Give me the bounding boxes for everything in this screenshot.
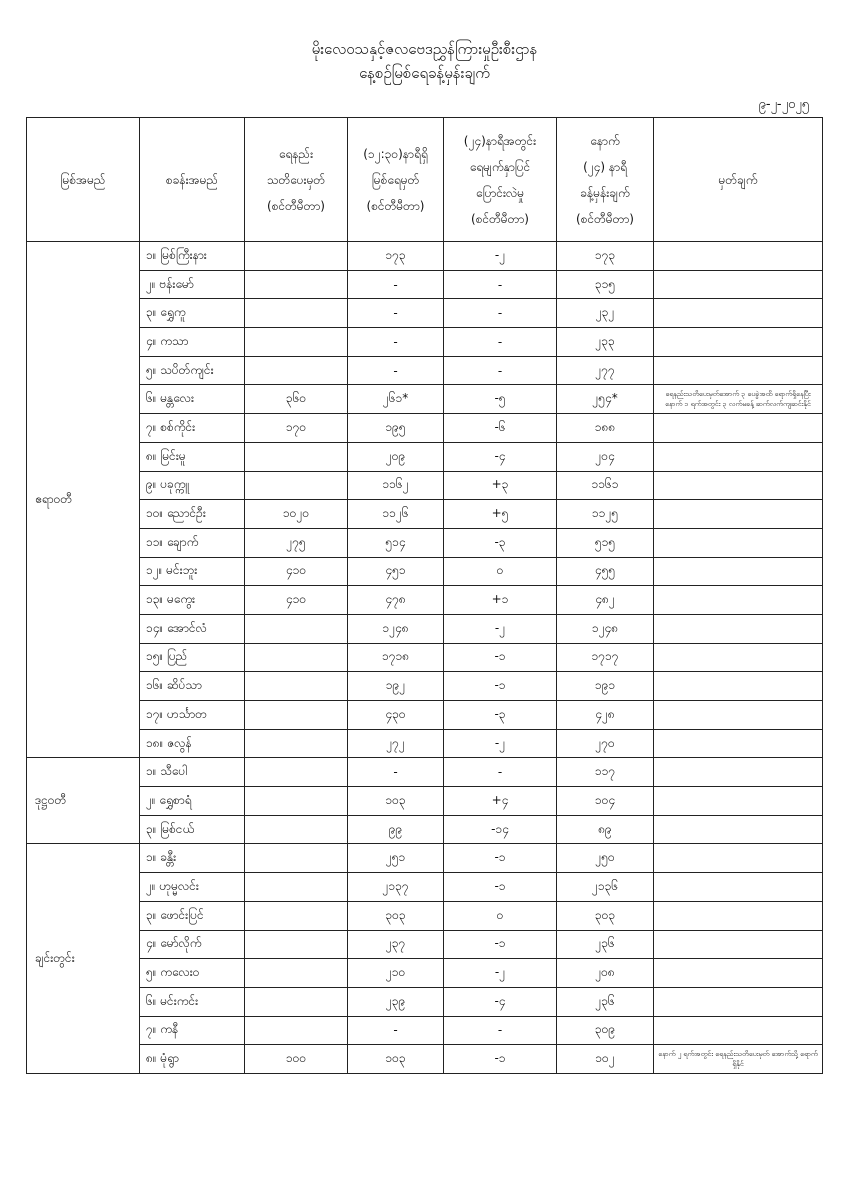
- change-cell: -: [444, 1016, 557, 1045]
- level-cell: -: [348, 1016, 444, 1045]
- change-cell: -၂: [444, 614, 557, 643]
- forecast-cell: ၂၇၇: [557, 356, 654, 385]
- warning-cell: [245, 299, 348, 328]
- change-cell: -၃: [444, 528, 557, 557]
- forecast-cell: ၂၃၃: [557, 328, 654, 357]
- report-title: နေ့စဉ်မြစ်ရေခန့်မှန်းချက်: [359, 64, 490, 82]
- warning-cell: [245, 1016, 348, 1045]
- remark-cell: [654, 643, 823, 672]
- remark-cell: နောက် ၂ ရက်အတွင်း ရေနည်းသတိပေးမှတ် အောက်သို့ ရောက်ရှိနိုင်: [654, 1045, 823, 1074]
- station-cell: ၂။ ဟုမ္မလင်း: [140, 873, 245, 902]
- forecast-cell: ၂၀၄: [557, 442, 654, 471]
- table-row: [27, 414, 823, 443]
- warning-cell: [245, 356, 348, 385]
- change-cell: -၄: [444, 442, 557, 471]
- remark-cell: [654, 959, 823, 988]
- warning-cell: [245, 643, 348, 672]
- warning-cell: [245, 787, 348, 816]
- change-cell: -၂: [444, 242, 557, 271]
- table-row: [27, 987, 823, 1016]
- station-cell: ၂။ ဗန်းမော်: [140, 270, 245, 299]
- warning-cell: ၁၇၀: [245, 414, 348, 443]
- station-cell: ၇။ ကနီ: [140, 1016, 245, 1045]
- station-cell: ၃။ မြစ်ငယ်: [140, 815, 245, 844]
- river-forecast-table: [26, 117, 823, 1074]
- change-cell: +၃: [444, 471, 557, 500]
- change-cell: -၁: [444, 1045, 557, 1074]
- forecast-cell: ၄၂၈: [557, 701, 654, 730]
- forecast-cell: ၂၅၀: [557, 844, 654, 873]
- forecast-cell: ၅၁၅: [557, 528, 654, 557]
- station-cell: ၂။ ရွှေစာရံ: [140, 787, 245, 816]
- level-cell: ၂၁၀: [348, 959, 444, 988]
- warning-cell: [245, 242, 348, 271]
- station-cell: ၆။ မင်းကင်း: [140, 987, 245, 1016]
- station-cell: ၇။ စစ်ကိုင်း: [140, 414, 245, 443]
- forecast-cell: ၄၈၂: [557, 586, 654, 615]
- level-cell: ၁၂၄၈: [348, 614, 444, 643]
- table-row: [27, 1045, 823, 1074]
- station-cell: ၁၈။ ဇလွန်: [140, 729, 245, 758]
- remark-cell: [654, 901, 823, 930]
- change-cell: +၄: [444, 787, 557, 816]
- level-cell: ၁၀၃: [348, 787, 444, 816]
- level-cell: ၉၉: [348, 815, 444, 844]
- forecast-cell: ၈၉: [557, 815, 654, 844]
- level-cell: -: [348, 270, 444, 299]
- table-row: [27, 299, 823, 328]
- change-cell: -: [444, 328, 557, 357]
- table-row: [27, 356, 823, 385]
- report-date: ၉-၂-၂၀၂၅: [758, 97, 809, 112]
- remark-cell: [654, 1016, 823, 1045]
- warning-cell: ၄၁၀: [245, 586, 348, 615]
- table-row: [27, 873, 823, 902]
- warning-cell: ၄၁၀: [245, 557, 348, 586]
- change-cell: -၁: [444, 672, 557, 701]
- change-cell: -၅: [444, 385, 557, 414]
- forecast-cell: ၂၀၈: [557, 959, 654, 988]
- table-row: [27, 328, 823, 357]
- forecast-cell: ၁၁၇: [557, 758, 654, 787]
- warning-cell: [245, 442, 348, 471]
- table-row: [27, 614, 823, 643]
- table-row: [27, 557, 823, 586]
- forecast-cell: ၂၁၃၆: [557, 873, 654, 902]
- table-row: [27, 844, 823, 873]
- warning-cell: [245, 901, 348, 930]
- change-cell: ၀: [444, 901, 557, 930]
- station-cell: ၅။ သပိတ်ကျင်း: [140, 356, 245, 385]
- warning-cell: ၁၀၂၀: [245, 500, 348, 529]
- station-cell: ၁။ သီပေါ: [140, 758, 245, 787]
- station-cell: ၁၂။ မင်းဘူး: [140, 557, 245, 586]
- change-cell: +၅: [444, 500, 557, 529]
- col-river: မြစ်အမည်: [27, 118, 140, 242]
- station-cell: ၁၆။ ဆိပ်သာ: [140, 672, 245, 701]
- change-cell: -: [444, 299, 557, 328]
- level-cell: ၁၁၂၆: [348, 500, 444, 529]
- remark-cell: [654, 270, 823, 299]
- remark-cell: [654, 844, 823, 873]
- warning-cell: ၂၇၅: [245, 528, 348, 557]
- station-cell: ၆။ မန္တလေး: [140, 385, 245, 414]
- forecast-cell: ၄၅၅: [557, 557, 654, 586]
- table-row: [27, 930, 823, 959]
- col-water-level: (၁၂:၃၀)နာရီရှိ မြစ်ရေမှတ် (စင်တီမီတာ): [348, 118, 444, 242]
- station-cell: ၁။ ခန္တီး: [140, 844, 245, 873]
- level-cell: ၂၇၂: [348, 729, 444, 758]
- remark-cell: [654, 987, 823, 1016]
- forecast-cell: ၁၁၂၅: [557, 500, 654, 529]
- forecast-cell: ၁၀၄: [557, 787, 654, 816]
- remark-cell: [654, 586, 823, 615]
- table-row: [27, 758, 823, 787]
- change-cell: -၁၄: [444, 815, 557, 844]
- change-cell: -၂: [444, 959, 557, 988]
- forecast-cell: ၂၃၆: [557, 930, 654, 959]
- forecast-cell: ၁၇၁၇: [557, 643, 654, 672]
- station-cell: ၉။ ပခုက္ကူ: [140, 471, 245, 500]
- change-cell: -၆: [444, 414, 557, 443]
- table-body: [27, 242, 823, 1074]
- station-cell: ၄။ ကသာ: [140, 328, 245, 357]
- warning-cell: ၃၆၀: [245, 385, 348, 414]
- river-name-cell: ချင်းတွင်း: [27, 844, 140, 1074]
- warning-cell: [245, 270, 348, 299]
- remark-cell: [654, 471, 823, 500]
- level-cell: ၃၀၃: [348, 901, 444, 930]
- table-row: [27, 586, 823, 615]
- remark-cell: [654, 242, 823, 271]
- forecast-cell: ၂၃၆: [557, 987, 654, 1016]
- col-forecast: နောက် (၂၄) နာရီ ခန့်မှန်းချက် (စင်တီမီတာ): [557, 118, 654, 242]
- header-row: [27, 118, 823, 242]
- forecast-cell: ၁၂၄၈: [557, 614, 654, 643]
- forecast-cell: ၃၀၃: [557, 901, 654, 930]
- station-cell: ၃။ ဖောင်းပြင်: [140, 901, 245, 930]
- warning-cell: [245, 987, 348, 1016]
- river-name-cell: ဧရာဝတီ: [27, 242, 140, 758]
- table-row: [27, 729, 823, 758]
- remark-cell: [654, 557, 823, 586]
- remark-cell: [654, 787, 823, 816]
- change-cell: -၂: [444, 729, 557, 758]
- table-row: [27, 442, 823, 471]
- remark-cell: [654, 758, 823, 787]
- change-cell: -၁: [444, 844, 557, 873]
- forecast-cell: ၁၈၈: [557, 414, 654, 443]
- forecast-cell: ၂၇၀: [557, 729, 654, 758]
- change-cell: -၃: [444, 701, 557, 730]
- level-cell: ၅၁၄: [348, 528, 444, 557]
- station-cell: ၁၀။ ညောင်ဦး: [140, 500, 245, 529]
- level-cell: ၂၃၉: [348, 987, 444, 1016]
- level-cell: ၄၃၀: [348, 701, 444, 730]
- remark-cell: [654, 299, 823, 328]
- level-cell: ၂၃၇: [348, 930, 444, 959]
- change-cell: -: [444, 356, 557, 385]
- table-row: [27, 385, 823, 414]
- warning-cell: [245, 729, 348, 758]
- warning-cell: [245, 873, 348, 902]
- col-change: (၂၄)နာရီအတွင်း ရေမျက်နှာပြင် ပြောင်းလဲမှု (စင်တီမီတာ): [444, 118, 557, 242]
- remark-cell: [654, 729, 823, 758]
- table-row: [27, 471, 823, 500]
- station-cell: ၈။ မုံရွာ: [140, 1045, 245, 1074]
- table-row: [27, 643, 823, 672]
- station-cell: ၁၃။ မကွေး: [140, 586, 245, 615]
- level-cell: ၂၁၃၇: [348, 873, 444, 902]
- warning-cell: [245, 614, 348, 643]
- change-cell: -: [444, 758, 557, 787]
- forecast-cell: ၃၁၅: [557, 270, 654, 299]
- table-row: [27, 959, 823, 988]
- change-cell: -: [444, 270, 557, 299]
- change-cell: -၁: [444, 930, 557, 959]
- level-cell: -: [348, 328, 444, 357]
- station-cell: ၄။ မော်လိုက်: [140, 930, 245, 959]
- station-cell: ၅။ ကလေးဝ: [140, 959, 245, 988]
- level-cell: ၁၀၃: [348, 1045, 444, 1074]
- remark-cell: ရေနည်းသတိပေးမှတ်အောက် ၃ ပေခွဲအထိ ရောက်ရှိနေပြီး နောက် ၁ ရက်အတွင်း ၃ လက်မခန့် ဆက်လက်ကျဆင်းနိုင်: [654, 385, 823, 414]
- remark-cell: [654, 356, 823, 385]
- forecast-cell: ၁၀၂: [557, 1045, 654, 1074]
- level-cell: ၂၆၁*: [348, 385, 444, 414]
- change-cell: -၁: [444, 643, 557, 672]
- remark-cell: [654, 442, 823, 471]
- level-cell: -: [348, 758, 444, 787]
- warning-cell: [245, 701, 348, 730]
- table-row: [27, 901, 823, 930]
- station-cell: ၈။ မြင်းမူ: [140, 442, 245, 471]
- remark-cell: [654, 414, 823, 443]
- level-cell: ၄၅၁: [348, 557, 444, 586]
- forecast-cell: ၃၀၉: [557, 1016, 654, 1045]
- table-row: [27, 242, 823, 271]
- table-row: [27, 528, 823, 557]
- station-cell: ၁၄။ အောင်လံ: [140, 614, 245, 643]
- change-cell: -၁: [444, 873, 557, 902]
- change-cell: +၁: [444, 586, 557, 615]
- warning-cell: [245, 930, 348, 959]
- station-cell: ၁။ မြစ်ကြီးနား: [140, 242, 245, 271]
- forecast-cell: ၁၁၆၁: [557, 471, 654, 500]
- station-cell: ၁၇။ ဟင်္သာတ: [140, 701, 245, 730]
- warning-cell: [245, 471, 348, 500]
- warning-cell: [245, 672, 348, 701]
- forecast-cell: ၂၃၂: [557, 299, 654, 328]
- warning-cell: [245, 844, 348, 873]
- table-row: [27, 270, 823, 299]
- warning-cell: [245, 959, 348, 988]
- warning-cell: ၁၀၀: [245, 1045, 348, 1074]
- col-remark: မှတ်ချက်: [654, 118, 823, 242]
- col-station: စခန်းအမည်: [140, 118, 245, 242]
- level-cell: ၂၅၁: [348, 844, 444, 873]
- station-cell: ၃။ ရွှေကူ: [140, 299, 245, 328]
- remark-cell: [654, 930, 823, 959]
- level-cell: ၁၁၆၂: [348, 471, 444, 500]
- table-row: [27, 815, 823, 844]
- level-cell: ၂၀၉: [348, 442, 444, 471]
- level-cell: ၁၉၂: [348, 672, 444, 701]
- forecast-cell: ၂၅၄*: [557, 385, 654, 414]
- col-warning-level: ရေနည်း သတိပေးမှတ် (စင်တီမီတာ): [245, 118, 348, 242]
- remark-cell: [654, 528, 823, 557]
- change-cell: -၄: [444, 987, 557, 1016]
- level-cell: ၄၇၈: [348, 586, 444, 615]
- station-cell: ၁၅။ ပြည်: [140, 643, 245, 672]
- warning-cell: [245, 328, 348, 357]
- forecast-cell: ၁၉၁: [557, 672, 654, 701]
- table-row: [27, 701, 823, 730]
- river-name-cell: ဒုဋ္ဌဝတီ: [27, 758, 140, 844]
- remark-cell: [654, 500, 823, 529]
- remark-cell: [654, 815, 823, 844]
- level-cell: ၁၉၅: [348, 414, 444, 443]
- table-row: [27, 500, 823, 529]
- remark-cell: [654, 873, 823, 902]
- table-row: [27, 1016, 823, 1045]
- remark-cell: [654, 328, 823, 357]
- department-title: မိုးလေဝသနှင့်ဇလဗေဒညွှန်ကြားမှုဦးစီးဌာန: [311, 40, 538, 58]
- station-cell: ၁၁။ ချောက်: [140, 528, 245, 557]
- level-cell: -: [348, 299, 444, 328]
- warning-cell: [245, 815, 348, 844]
- remark-cell: [654, 614, 823, 643]
- warning-cell: [245, 758, 348, 787]
- table-row: [27, 787, 823, 816]
- level-cell: ၁၇၁၈: [348, 643, 444, 672]
- remark-cell: [654, 701, 823, 730]
- level-cell: -: [348, 356, 444, 385]
- change-cell: ၀: [444, 557, 557, 586]
- table-row: [27, 672, 823, 701]
- forecast-cell: ၁၇၃: [557, 242, 654, 271]
- level-cell: ၁၇၃: [348, 242, 444, 271]
- remark-cell: [654, 672, 823, 701]
